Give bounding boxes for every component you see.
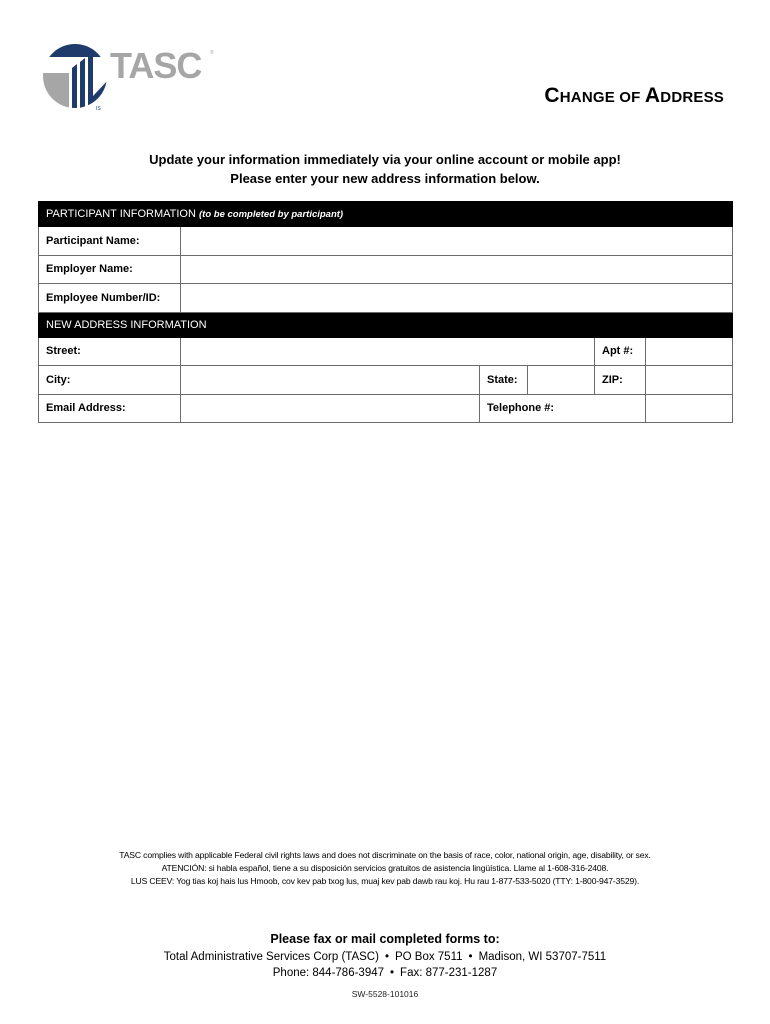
employer-name-label: Employer Name: (39, 255, 181, 284)
street-row (39, 337, 733, 366)
mailing-address (0, 949, 770, 981)
city-row (39, 366, 733, 395)
svg-text:IS: IS (96, 106, 101, 112)
street-input[interactable] (181, 338, 594, 366)
telephone-input[interactable] (646, 395, 732, 423)
email-label: Email Address: (39, 394, 181, 423)
intro-line-1: Update your information immediately via your online account or mobile app! (149, 152, 621, 167)
bullet-separator: • (468, 951, 473, 963)
mailing-company: Total Administrative Services Corp (TASC) (163, 951, 379, 963)
address-section-header (39, 312, 733, 337)
city-label: City: (39, 366, 181, 395)
svg-text:®: ® (210, 50, 214, 56)
mailing-phone: Phone: 844-786-3947 (272, 967, 385, 979)
participant-section-note: (to be completed by participant) (199, 209, 344, 220)
mailing-city-state-zip: Madison, WI 53707-7511 (478, 951, 607, 963)
tasc-logo-icon (42, 40, 222, 112)
email-input[interactable] (181, 395, 479, 423)
employee-number-input[interactable] (181, 284, 732, 312)
apt-input[interactable] (646, 338, 732, 366)
participant-section-heading: PARTICIPANT INFORMATION (46, 208, 196, 220)
employer-name-row (39, 255, 733, 284)
mailing-line-1 (0, 949, 770, 965)
participant-name-row (39, 227, 733, 256)
zip-label: ZIP: (595, 366, 646, 395)
notice-line-1: TASC complies with applicable Federal civil rights laws and does not discriminate on the basis of race, color, national origin, age, disability, or sex. (119, 850, 651, 860)
nondiscrimination-notice (0, 849, 770, 888)
zip-input[interactable] (646, 366, 732, 394)
participant-section-header (39, 202, 733, 227)
participant-name-input[interactable] (181, 227, 732, 255)
mailing-line-2 (0, 965, 770, 981)
bullet-separator: • (384, 951, 389, 963)
tasc-logo (42, 40, 222, 112)
address-section-heading: NEW ADDRESS INFORMATION (39, 312, 733, 337)
participant-name-label: Participant Name: (39, 227, 181, 256)
change-of-address-form (38, 201, 733, 423)
telephone-label: Telephone #: (480, 394, 646, 423)
mailing-po-box: PO Box 7511 (394, 951, 463, 963)
state-input[interactable] (528, 366, 594, 394)
notice-line-3: LUS CEEV: Yog tias koj hais lus Hmoob, cov kev pab txog lus, muaj kev pab dawb rau koj. Hu rau 1-877-533-5020 (TTY: 1-800-947-3529). (130, 876, 640, 886)
employer-name-input[interactable] (181, 256, 732, 284)
svg-text:TASC: TASC (110, 45, 202, 86)
state-label: State: (480, 366, 528, 395)
intro-text (0, 150, 770, 188)
page-title (544, 84, 724, 108)
apt-label: Apt #: (595, 337, 646, 366)
email-row (39, 394, 733, 423)
mailing-heading: Please fax or mail completed forms to: (270, 932, 500, 946)
title-part-2: DDRESS (660, 89, 724, 106)
bullet-separator: • (390, 967, 395, 979)
employee-number-row (39, 284, 733, 313)
form-code: SW-5528-101016 (351, 989, 419, 999)
street-label: Street: (39, 337, 181, 366)
mailing-fax: Fax: 877-231-1287 (400, 967, 498, 979)
employee-number-label: Employee Number/ID: (39, 284, 181, 313)
city-input[interactable] (181, 366, 479, 394)
title-part-1: HANGE OF (559, 89, 645, 106)
intro-line-2: Please enter your new address information below. (230, 171, 540, 186)
title-cap-a: A (644, 84, 661, 107)
notice-line-2: ATENCIÓN: si habla español, tiene a su disposición servicios gratuitos de asistencia lingüística. Llame al 1-608-316-2408. (161, 863, 609, 873)
title-cap-c: C (544, 84, 560, 107)
